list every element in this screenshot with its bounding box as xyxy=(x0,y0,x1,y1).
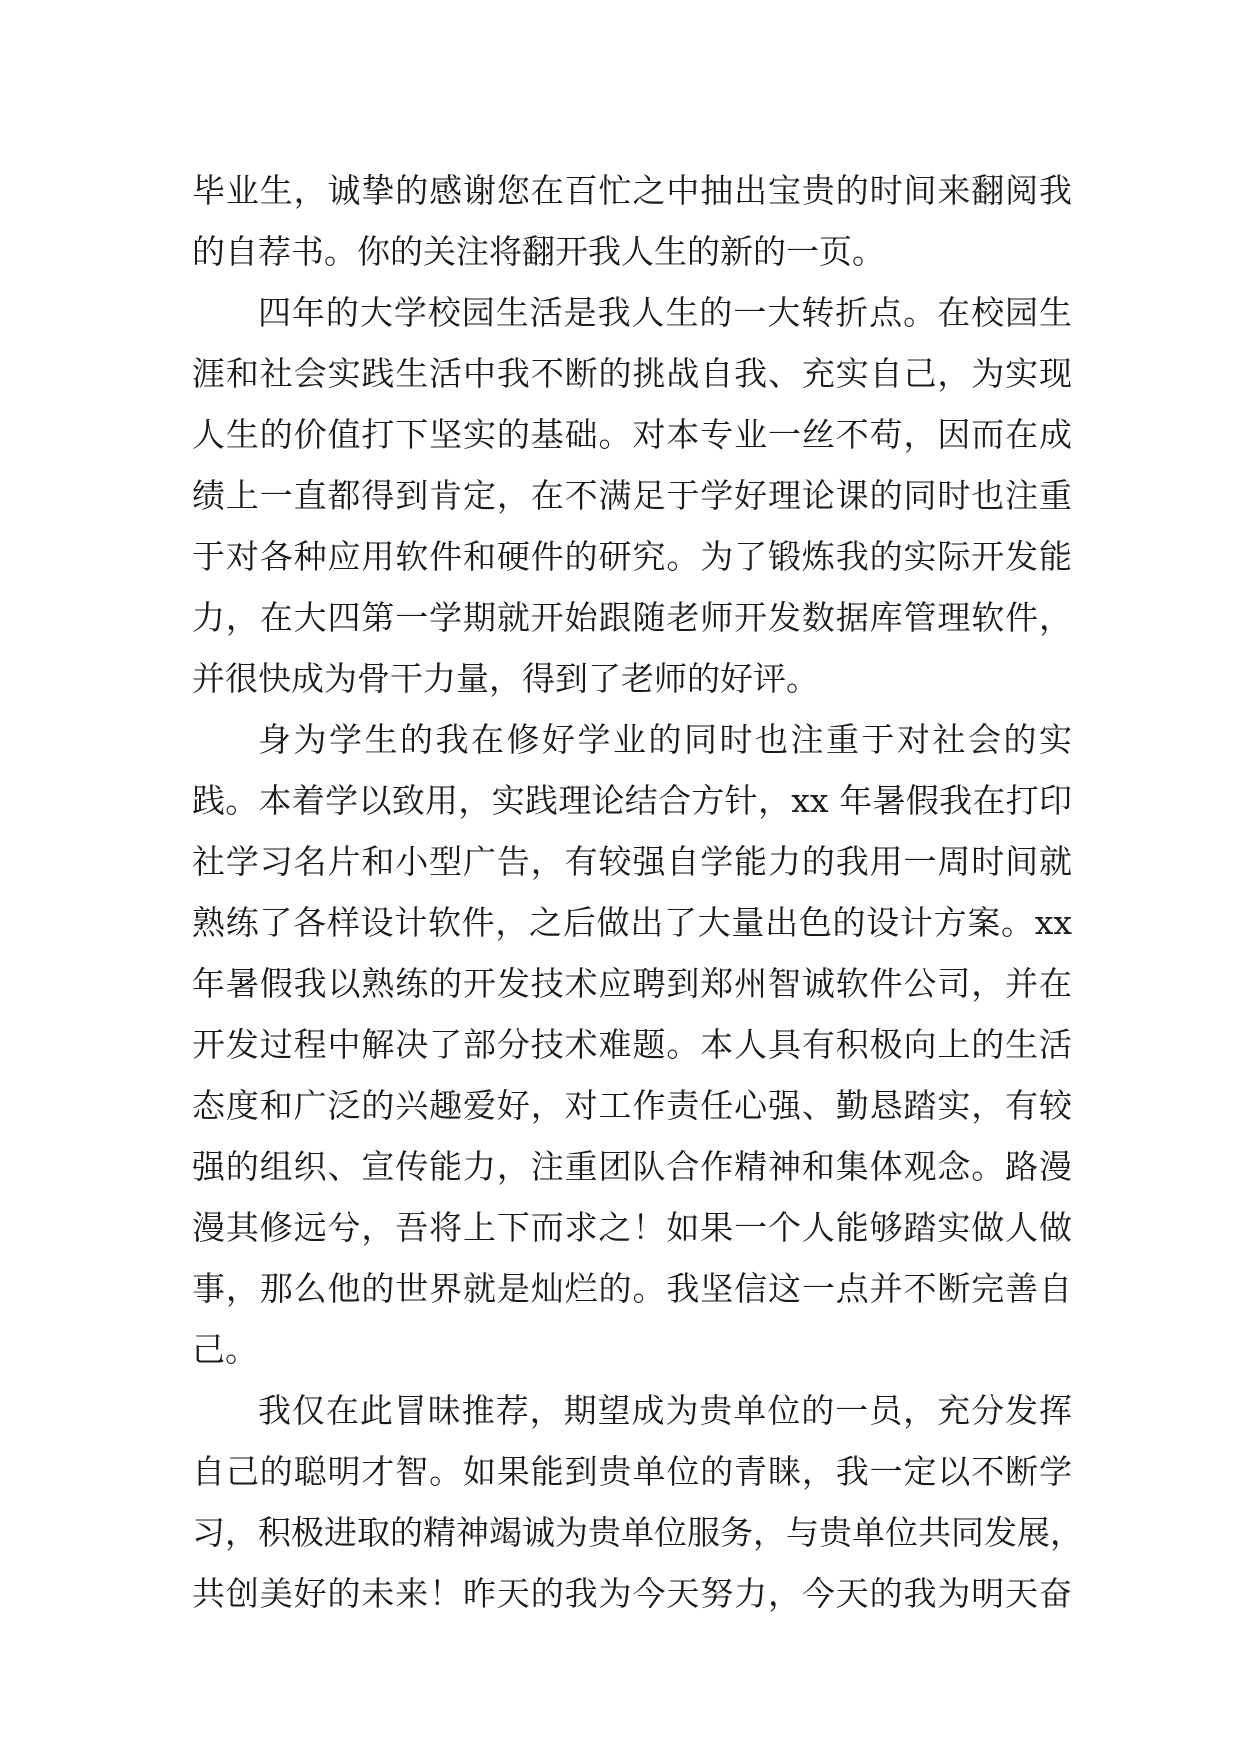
text-line: 强的组织、宣传能力，注重团队合作精神和集体观念。路漫 xyxy=(192,1147,1072,1186)
paragraph-2 xyxy=(192,282,1072,709)
text-line: 绩上一直都得到肯定，在不满足于学好理论课的同时也注重 xyxy=(192,476,1072,515)
text-line: 共创美好的未来！昨天的我为今天努力，今天的我为明天奋 xyxy=(192,1574,1072,1613)
paragraph-4 xyxy=(192,1380,1083,1624)
text-line: 并很快成为骨干力量，得到了老师的好评。 xyxy=(192,659,819,698)
text-line: 己。 xyxy=(192,1330,258,1369)
text-line: 力，在大四第一学期就开始跟随老师开发数据库管理软件， xyxy=(192,598,1072,637)
text-line: 漫其修远兮，吾将上下而求之！如果一个人能够踏实做人做 xyxy=(192,1208,1072,1247)
text-line: 事，那么他的世界就是灿烂的。我坚信这一点并不断完善自 xyxy=(192,1269,1072,1308)
text-line: 人生的价值打下坚实的基础。对本专业一丝不苟，因而在成 xyxy=(192,415,1072,454)
text-line: 自己的聪明才智。如果能到贵单位的青睐，我一定以不断学 xyxy=(192,1452,1072,1491)
document-body xyxy=(192,160,1083,1624)
text-line: 四年的大学校园生活是我人生的一大转折点。在校园生 xyxy=(258,293,1072,332)
text-line: 开发过程中解决了部分技术难题。本人具有积极向上的生活 xyxy=(192,1025,1072,1064)
text-line: 身为学生的我在修好学业的同时也注重于对社会的实 xyxy=(258,720,1072,759)
text-line: 年暑假我以熟练的开发技术应聘到郑州智诚软件公司，并在 xyxy=(192,964,1072,1003)
text-line: 践。本着学以致用，实践理论结合方针，xx 年暑假我在打印 xyxy=(192,781,1072,820)
text-line: 熟练了各样设计软件，之后做出了大量出色的设计方案。xx xyxy=(192,903,1072,942)
paragraph-1 xyxy=(192,160,1072,282)
text-line: 的自荐书。你的关注将翻开我人生的新的一页。 xyxy=(192,232,885,271)
text-line: 社学习名片和小型广告，有较强自学能力的我用一周时间就 xyxy=(192,842,1072,881)
text-line: 习，积极进取的精神竭诚为贵单位服务，与贵单位共同发展， xyxy=(192,1513,1083,1552)
text-line: 毕业生，诚挚的感谢您在百忙之中抽出宝贵的时间来翻阅我 xyxy=(192,171,1072,210)
text-line: 态度和广泛的兴趣爱好，对工作责任心强、勤恳踏实，有较 xyxy=(192,1086,1072,1125)
text-line: 我仅在此冒昧推荐，期望成为贵单位的一员，充分发挥 xyxy=(258,1391,1072,1430)
text-line: 涯和社会实践生活中我不断的挑战自我、充实自己，为实现 xyxy=(192,354,1072,393)
text-line: 于对各种应用软件和硬件的研究。为了锻炼我的实际开发能 xyxy=(192,537,1072,576)
paragraph-3 xyxy=(192,709,1072,1380)
